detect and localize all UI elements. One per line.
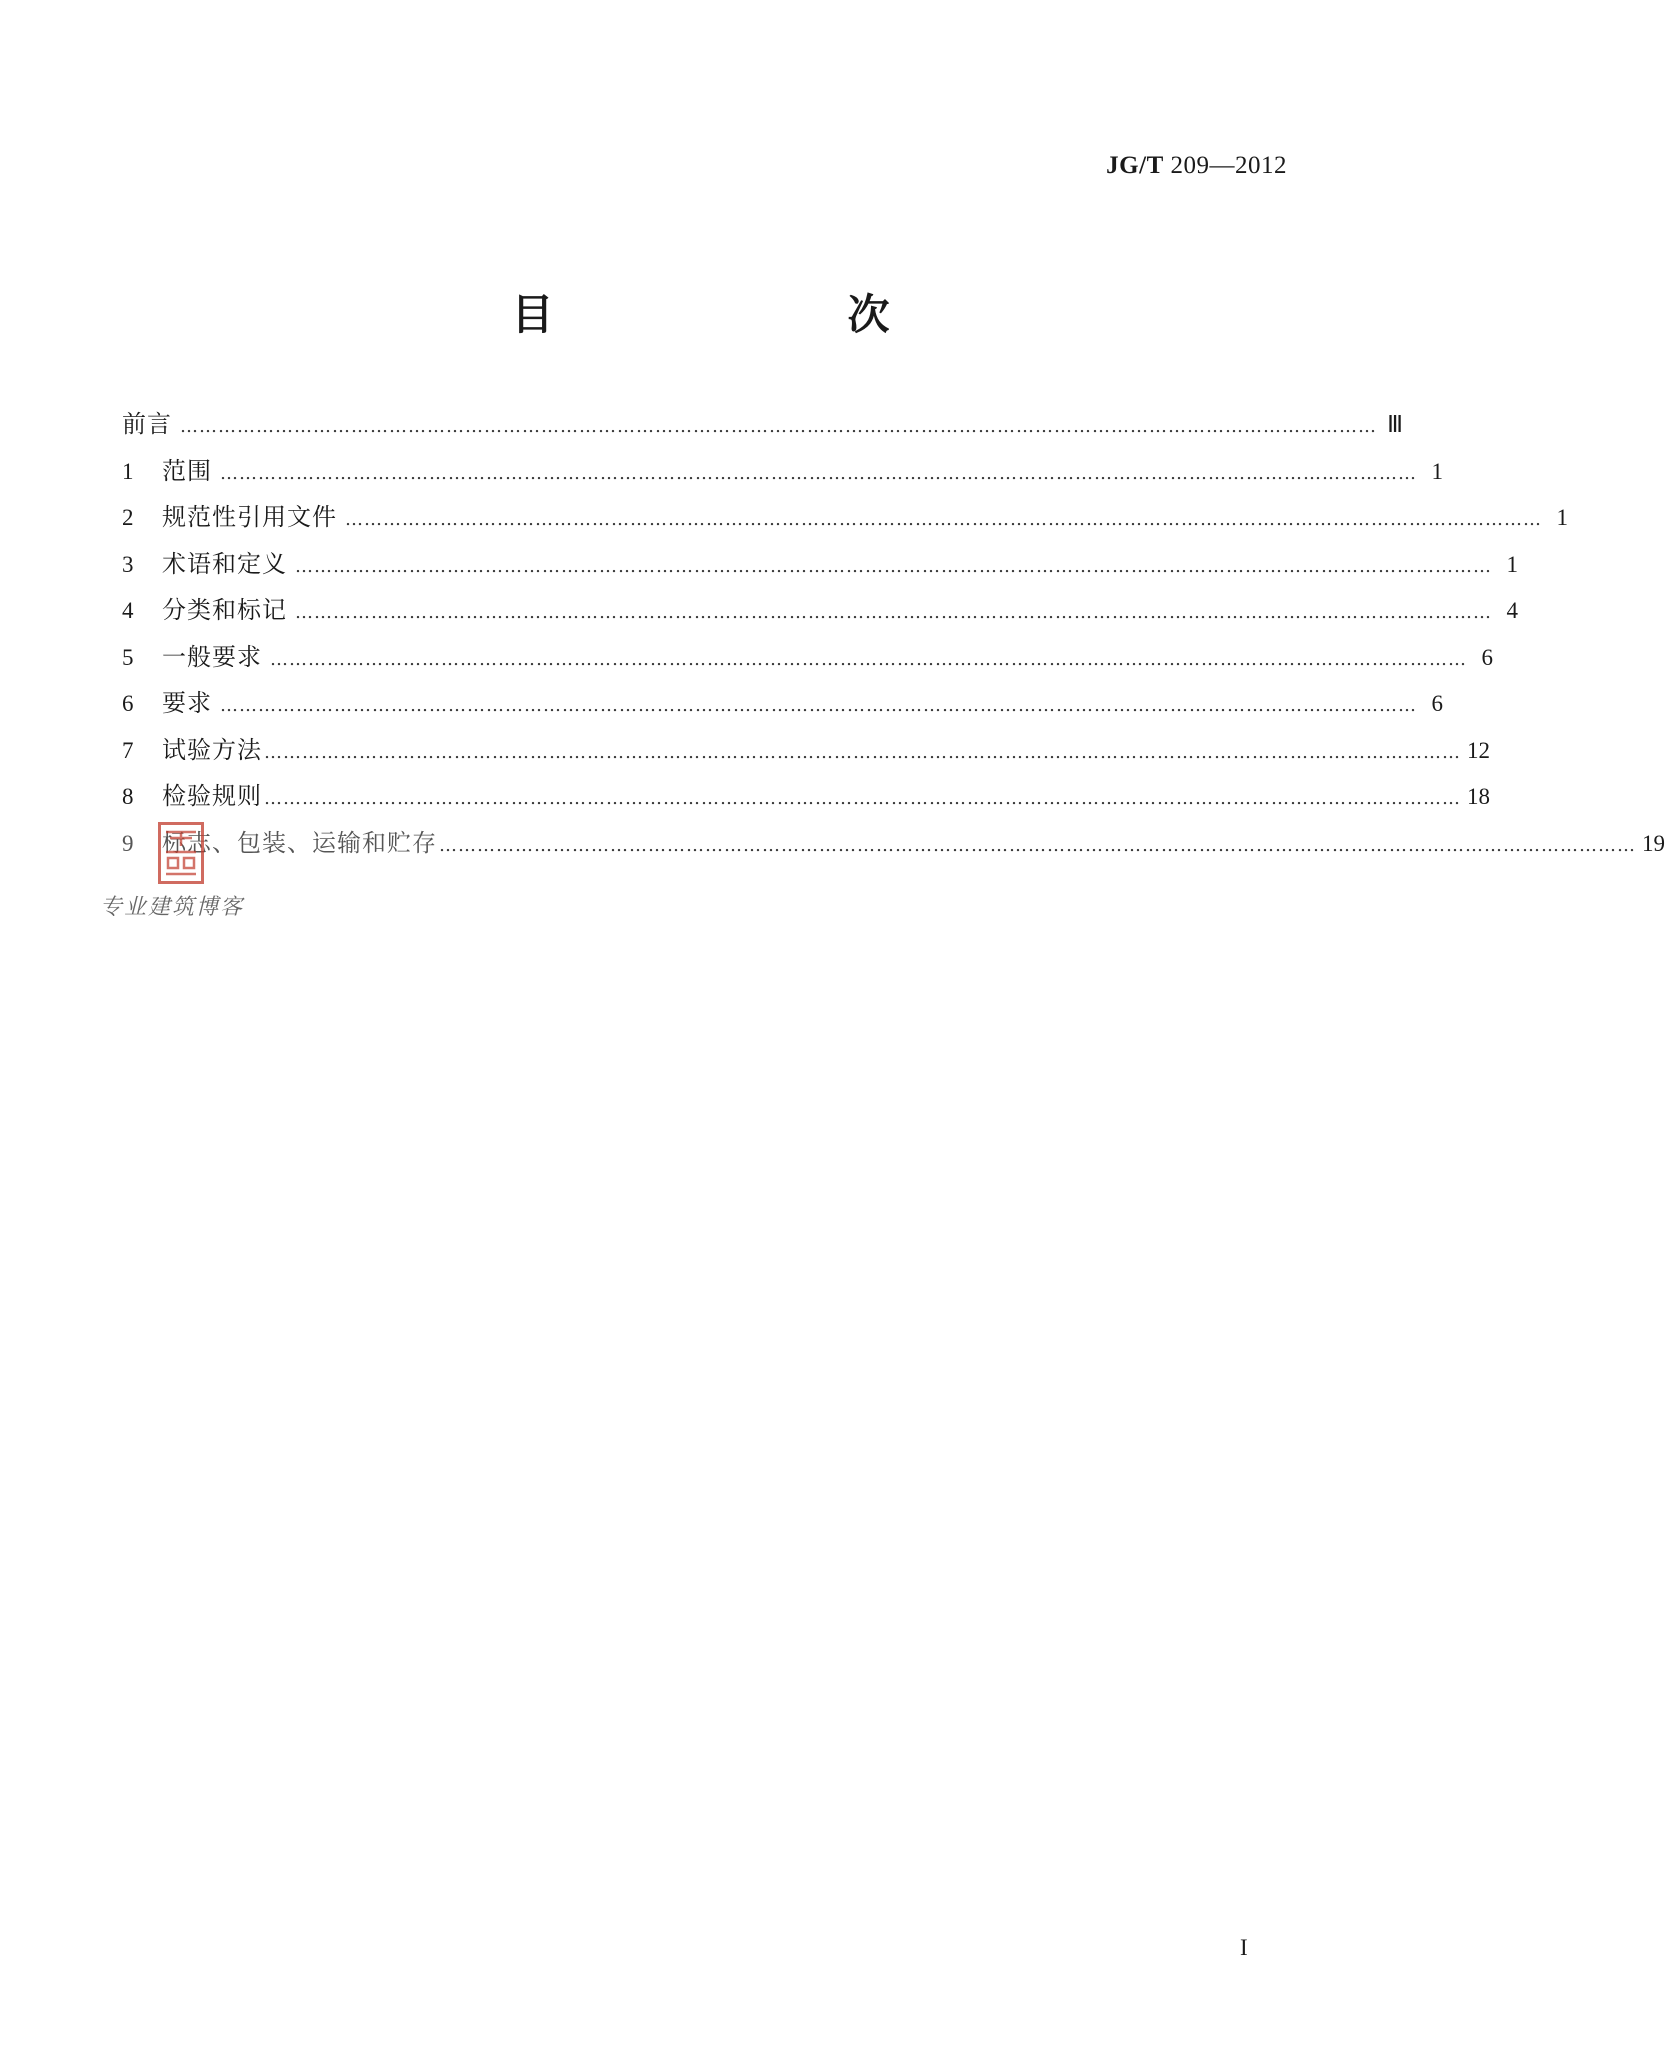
toc-dot-leader: ……………………………………………………………………………………………………………………………………………………………………… [295,555,1492,577]
toc-entry-text: 规范性引用文件 [162,503,337,531]
seal-stamp-icon [158,822,204,884]
toc-dot-leader: ……………………………………………………………………………………………………………………………………………………………………… [295,602,1492,623]
toc-dot-leader: ……………………………………………………………………………………………………………………………………………………………………… [264,741,1461,763]
toc-dot-leader: ……………………………………………………………………………………………………………………………………………………………………… [270,648,1467,670]
standard-code-number: 209—2012 [1170,152,1287,179]
toc-entry-text: 试验方法 [162,735,262,764]
toc-entry-text: 前言 [122,410,172,438]
toc-entry-number: 4 [122,598,134,623]
toc-entry-text: 范围 [162,456,212,485]
toc-dot-leader: ……………………………………………………………………………………………………………………………………………………………………… [220,462,1417,484]
toc-entry-9[interactable] [122,823,1665,870]
toc-entry-number: 2 [122,505,134,530]
toc-entry-page: 1 [1506,551,1518,577]
toc-dot-leader: ……………………………………………………………………………………………………………………………………………………………………… [220,695,1417,716]
toc-entry-number: 5 [122,644,134,670]
toc-entry-page: 12 [1467,737,1490,763]
toc-entry-foreword[interactable] [122,404,1403,451]
toc-entry-page: 1 [1556,505,1568,530]
toc-entry-8[interactable] [122,776,1490,823]
toc-dot-leader: ……………………………………………………………………………………………………………………………………………………………………… [345,509,1542,530]
toc-entry-page: 6 [1481,644,1493,670]
toc-entry-2[interactable] [122,497,1568,544]
toc-entry-page: Ⅲ [1387,412,1403,437]
toc-dot-leader: ……………………………………………………………………………………………………………………………………………………………………… [439,834,1636,856]
toc-dot-leader: ……………………………………………………………………………………………………………………………………………………………………… [264,788,1461,809]
toc-entry-text: 检验规则 [162,782,262,810]
toc-entry-number: 9 [122,830,134,856]
toc-entry-page: 18 [1467,784,1490,809]
toc-list [122,404,1665,869]
toc-entry-7[interactable] [122,730,1490,777]
toc-entry-page: 1 [1431,458,1443,484]
toc-entry-number: 3 [122,551,134,577]
watermark-text: 专业建筑博客 [100,895,245,920]
standard-code [1106,152,1287,180]
toc-entry-page: 6 [1431,691,1443,716]
toc-entry-text: 要求 [162,689,212,717]
toc-dot-leader: ……………………………………………………………………………………………………………………………………………………………………… [180,416,1377,437]
toc-entry-6[interactable] [122,683,1443,730]
toc-entry-number: 6 [122,691,134,716]
toc-entry-5[interactable] [122,637,1493,684]
page-title: 目 次 [511,290,960,339]
toc-entry-page: 4 [1506,598,1518,623]
toc-entry-number: 8 [122,784,134,809]
toc-entry-number: 1 [122,458,134,484]
toc-entry-3[interactable] [122,544,1518,591]
toc-entry-text: 标志、包装、运输和贮存 [162,828,437,857]
toc-entry-page: 19 [1642,830,1665,856]
toc-entry-text: 分类和标记 [162,596,287,624]
toc-entry-number: 7 [122,737,134,763]
page-number: I [1240,1935,1248,1960]
standard-code-prefix: JG/T [1106,152,1164,179]
toc-entry-text: 术语和定义 [162,549,287,578]
toc-entry-text: 一般要求 [162,642,262,671]
toc-entry-1[interactable] [122,451,1443,498]
toc-entry-4[interactable] [122,590,1518,637]
